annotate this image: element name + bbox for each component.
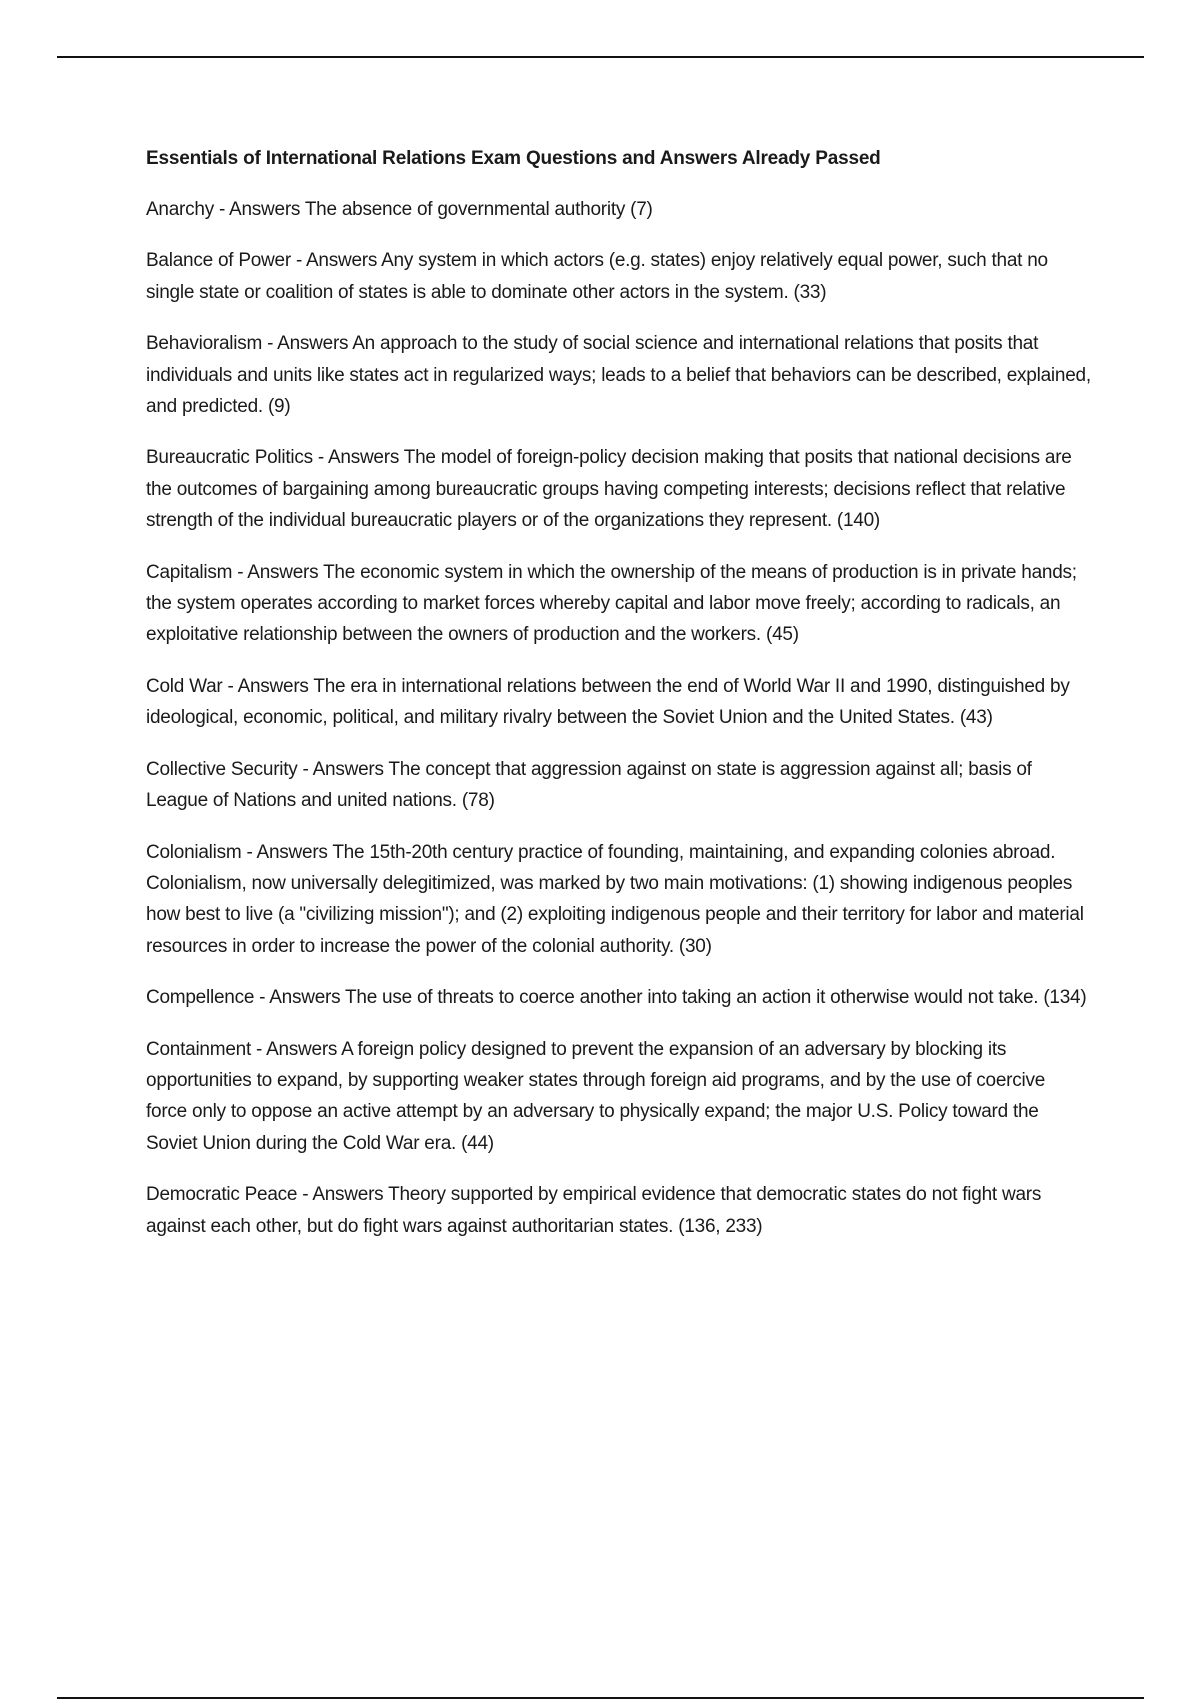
entry-behavioralism: Behavioralism - Answers An approach to the study of social science and international relations that posits that individuals and units like states act in regularized ways; leads to a belief that behaviors can be described, explained, and predicted. (9) <box>146 333 1091 418</box>
entry-compellence: Compellence - Answers The use of threats to coerce another into taking an action it otherwise would not take. (134) <box>146 987 1087 1009</box>
entry-balance-of-power: Balance of Power - Answers Any system in which actors (e.g. states) enjoy relatively equal power, such that no single state or coalition of states is able to dominate other actors in the system. (33) <box>146 250 1048 303</box>
document-title: Essentials of International Relations Exam Questions and Answers Already Passed <box>146 148 881 169</box>
entry-anarchy: Anarchy - Answers The absence of governmental authority (7) <box>146 199 653 220</box>
entry-capitalism: Capitalism - Answers The economic system in which the ownership of the means of production is in private hands; the system operates according to market forces whereby capital and labor move freely; according to radicals, an exploitative relationship between the owners of production and the workers. (45) <box>146 561 1077 646</box>
entry-collective-security: Collective Security - Answers The concept that aggression against on state is aggression against all; basis of League of Nations and united nations. (78) <box>146 758 1032 812</box>
entry-democratic-peace: Democratic Peace - Answers Theory supported by empirical evidence that democratic states do not fight wars against each other, but do fight wars against authoritarian states. (136, 233) <box>146 1184 1042 1237</box>
entry-colonialism: Colonialism - Answers The 15th-20th century practice of founding, maintaining, and expanding colonies abroad. Colonialism, now universally delegitimized, was marked by two main motivations: (1) showing indigenous peoples how best to live (a "civilizing mission"); and (2) exploiting indigenous people and their territory for labor and material resources in order to increase the power of the colonial authority. (30) <box>146 841 1084 957</box>
header-rule <box>57 56 1144 58</box>
entry-cold-war: Cold War - Answers The era in international relations between the end of World War II and 1990, distinguished by ideological, economic, political, and military rivalry between the Soviet Union and the United States. (43) <box>146 675 1070 729</box>
document-body <box>146 144 1091 1262</box>
entry-bureaucratic-politics: Bureaucratic Politics - Answers The model of foreign-policy decision making that posits that national decisions are the outcomes of bargaining among bureaucratic groups having competing interests; decisions reflect that relative strength of the individual bureaucratic players or of the organizations they represent. (140) <box>146 447 1072 532</box>
entry-containment: Containment - Answers A foreign policy designed to prevent the expansion of an adversary by blocking its opportunities to expand, by supporting weaker states through foreign aid programs, and by the use of coercive force only to oppose an active attempt by an adversary to physically expand; the major U.S. Policy toward the Soviet Union during the Cold War era. (44) <box>146 1038 1046 1154</box>
footer-rule <box>57 1697 1144 1699</box>
